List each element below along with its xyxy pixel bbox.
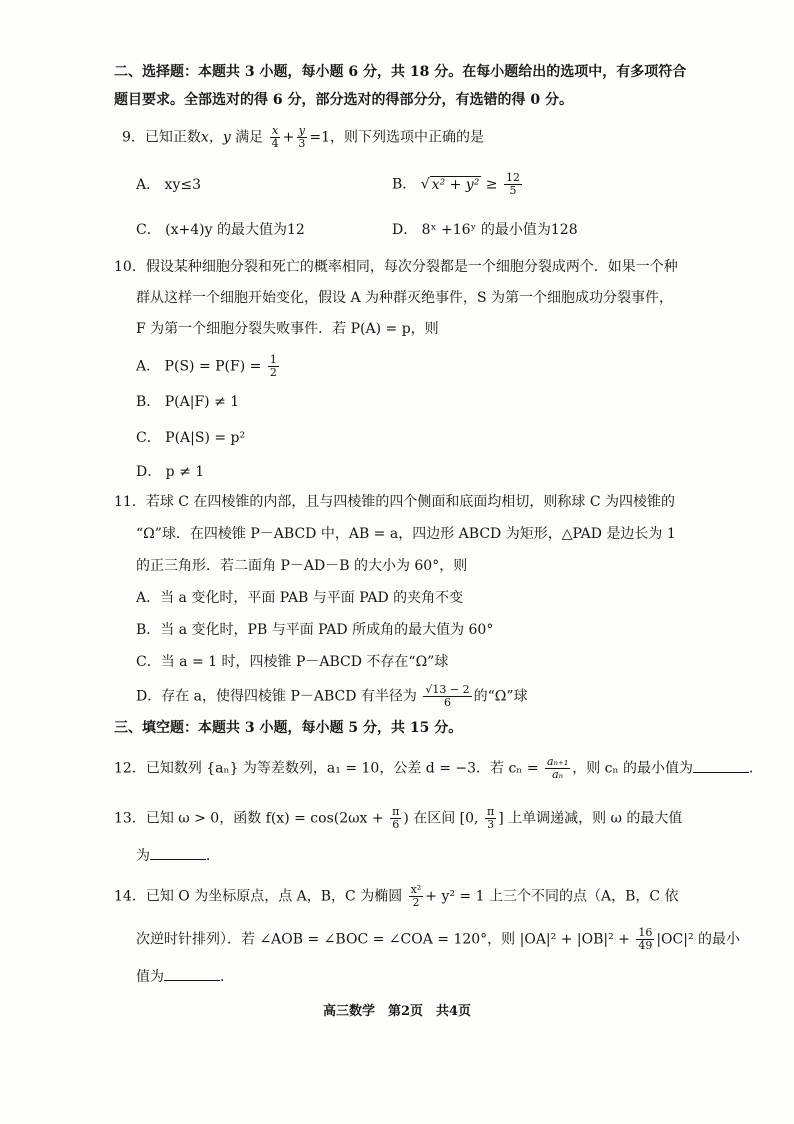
q13-pre: 13．已知 ω > 0，函数 f(x) = cos(2ωx + [114,810,384,827]
q10-opta-pre: A． P(S) = P(F) = [136,358,262,375]
q14-line3-text: 值为 [136,969,164,985]
q9-frac2-bot: 3 [298,137,306,150]
q11-optd-post: 的“Ω”球 [473,688,528,705]
q10-option-d: D． p ≠ 1 [136,464,205,480]
q9-stem-pre: 9．已知正数 [122,129,201,146]
q9-option-b: B． √ x² + y² ≥ $\frac{12}{5}$ [392,171,520,197]
q11-option-c: C．当 a = 1 时，四棱锥 P－ABCD 不存在“Ω”球 [136,654,449,670]
q11-optd-pre: D．存在 a，使得四棱锥 P－ABCD 有半径为 [136,688,417,705]
q13-mid: ) 在区间 [0, [403,810,479,827]
q13-frac1-top: π [392,805,400,818]
section3-title: 三、填空题：本题共 3 小题，每小题 5 分，共 15 分。 [114,720,463,736]
q9-stem-mid: 满足 [230,129,264,146]
q9-frac-y3 [296,125,307,150]
q13-frac2-top: π [486,805,495,818]
q10-opta-top: 1 [269,353,277,366]
q9-optb-ge: ≥ [481,176,498,193]
q14-line2-bot: 49 [638,939,653,952]
q13-line2: 为 ． [136,845,220,866]
q12-post: ，则 cₙ 的最小值为 [572,760,694,777]
q12-answer-blank[interactable] [693,758,749,773]
q9-optb-frac-top: 12 [505,171,520,184]
page-footer: 高三数学 第2页 共4页 [322,1004,472,1019]
q14-frac-bot: 2 [412,896,420,909]
q9-frac-x4 [270,125,281,150]
q9-optb-frac [504,172,522,197]
q11-line2: “Ω”球．在四棱锥 P－ABCD 中，AB = a，四边形 ABCD 为矩形，△PAD 是边长为 1 [136,526,676,542]
q11-option-d [136,684,528,709]
q13-frac1-bot: 6 [392,818,400,831]
q14-line2-top: 16 [638,926,653,939]
q12-pre: 12．已知数列 {aₙ} 为等差数列，a₁ = 10，公差 d = −3．若 cₙ = [114,760,539,777]
q12-frac-top: aₙ₊₁ [547,755,569,768]
q12-stem: 12．已知数列 {aₙ} 为等差数列，a₁ = 10，公差 d = −3．若 cₙ = $\frac{\text{aₙ₊₁}}{\text{aₙ}}$ ，则 cₙ 的最小值为 ． [114,755,764,781]
q9-optb-frac-bot: 5 [509,184,517,197]
q13-frac-pi3 [485,806,496,831]
q14-frac-top: x² [410,883,422,896]
q10-opta-frac [268,354,279,379]
section2-line2: 题目要求。全部选对的得 6 分，部分选对的得部分分，有选错的得 0 分。 [114,92,573,108]
q10-option-b: B． P(A|F) ≠ 1 [136,394,240,410]
q14-line2-post: |OC|² 的最小 [656,931,741,948]
q14-line2 [136,927,740,952]
q11-line3: 的正三角形．若二面角 P－AD－B 的大小为 60°，则 [136,558,468,574]
q9-frac1-bot: 4 [271,137,279,150]
q14-frac-16-49 [636,927,654,952]
q13-line2-text: 为 [136,848,150,864]
q9-option-a: A． xy≤3 [136,177,202,193]
q14-answer-blank[interactable] [164,966,220,981]
q9-option-c: C． (x+4)y 的最大值为12 [136,222,305,238]
q10-option-c: C． P(A|S) = p² [136,430,246,446]
q9-stem-vars: x，y [200,129,231,146]
q9-frac2-top: y [298,124,305,137]
q11-option-a: A．当 a 变化时，平面 PAB 与平面 PAD 的夹角不变 [136,590,464,606]
q11-optd-top: √13 − 2 [425,683,470,696]
q11-option-b: B．当 a 变化时，PB 与平面 PAD 所成角的最大值为 60° [136,622,494,638]
q13-frac-pi6 [390,806,401,831]
q11-optd-bot: 6 [444,696,451,709]
q13-post: ] 上单调递减，则 ω 的最大值 [498,810,683,827]
q10-option-a [136,354,281,379]
q13-answer-blank[interactable] [150,845,206,860]
section2-line1: 二、选择题：本题共 3 小题，每小题 6 分，共 18 分。在每小题给出的选项中，有多项符合 [114,64,687,80]
q9-option-d: D． 8ˣ +16ʸ 的最小值为128 [392,222,578,238]
q14-stem [114,884,679,909]
q14-line2-pre: 次逆时针排列）．若 ∠AOB = ∠BOC = ∠COA = 120°，则 |OA|² + |OB|² + [136,931,630,948]
q10-line1: 10．假设某种细胞分裂和死亡的概率相同，每次分裂都是一个细胞分裂成两个．如果一个种 [114,259,678,275]
q9-optb-sqrt: x² + y² [431,176,480,193]
q9-frac1-top: x [272,124,279,137]
q12-frac-bot: aₙ [552,768,564,781]
q14-pre: 14．已知 O 为坐标原点，点 A，B，C 为椭圆 [114,888,403,905]
q9-optb-pre: B． [392,176,417,193]
q13-stem [114,806,682,831]
q11-optd-frac [423,684,471,709]
q13-frac2-bot: 3 [487,818,495,831]
q14-line3: 值为 ． [136,966,234,987]
q14-post: + y² = 1 上三个不同的点（A，B，C 依 [425,888,679,905]
q10-line3: F 为第一个细胞分裂失败事件．若 P(A) = p，则 [136,321,439,337]
q12-frac [545,756,570,781]
q10-opta-bot: 2 [269,366,277,379]
q14-frac-x2-2 [409,884,424,909]
question-9-stem: 9．已知正数x，y 满足 $\frac{x}{4}$ + $\frac{y}{3}$ =1，则下列选项中正确的是 [122,124,485,150]
q9-stem-eq: =1，则下列选项中正确的是 [309,129,485,146]
q10-line2: 群从这样一个细胞开始变化，假设 A 为种群灭绝事件，S 为第一个细胞成功分裂事件， [136,290,674,306]
q11-line1: 11．若球 C 在四棱锥的内部，且与四棱锥的四个侧面和底面均相切，则称球 C 为四棱锥的 [114,494,676,510]
